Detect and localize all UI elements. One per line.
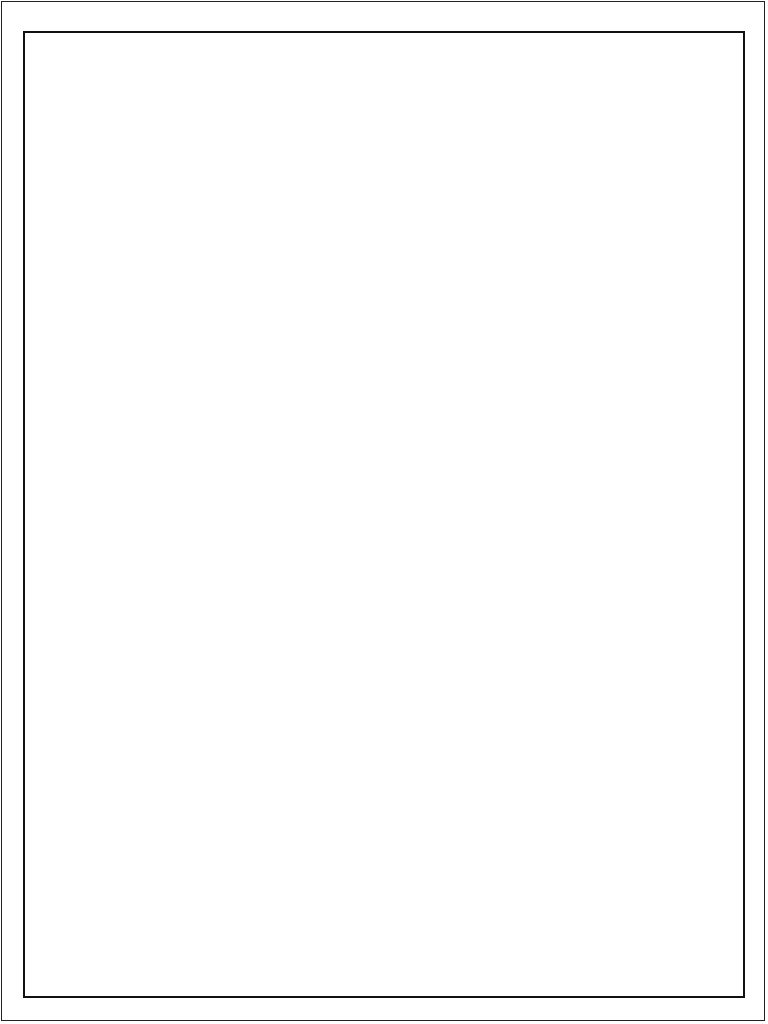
border-triangles-left bbox=[2, 0, 22, 1024]
content-panel bbox=[23, 31, 745, 998]
border-triangles-bottom bbox=[0, 998, 768, 1018]
border-triangles-top bbox=[0, 8, 768, 28]
border-triangles-right bbox=[744, 0, 764, 1024]
